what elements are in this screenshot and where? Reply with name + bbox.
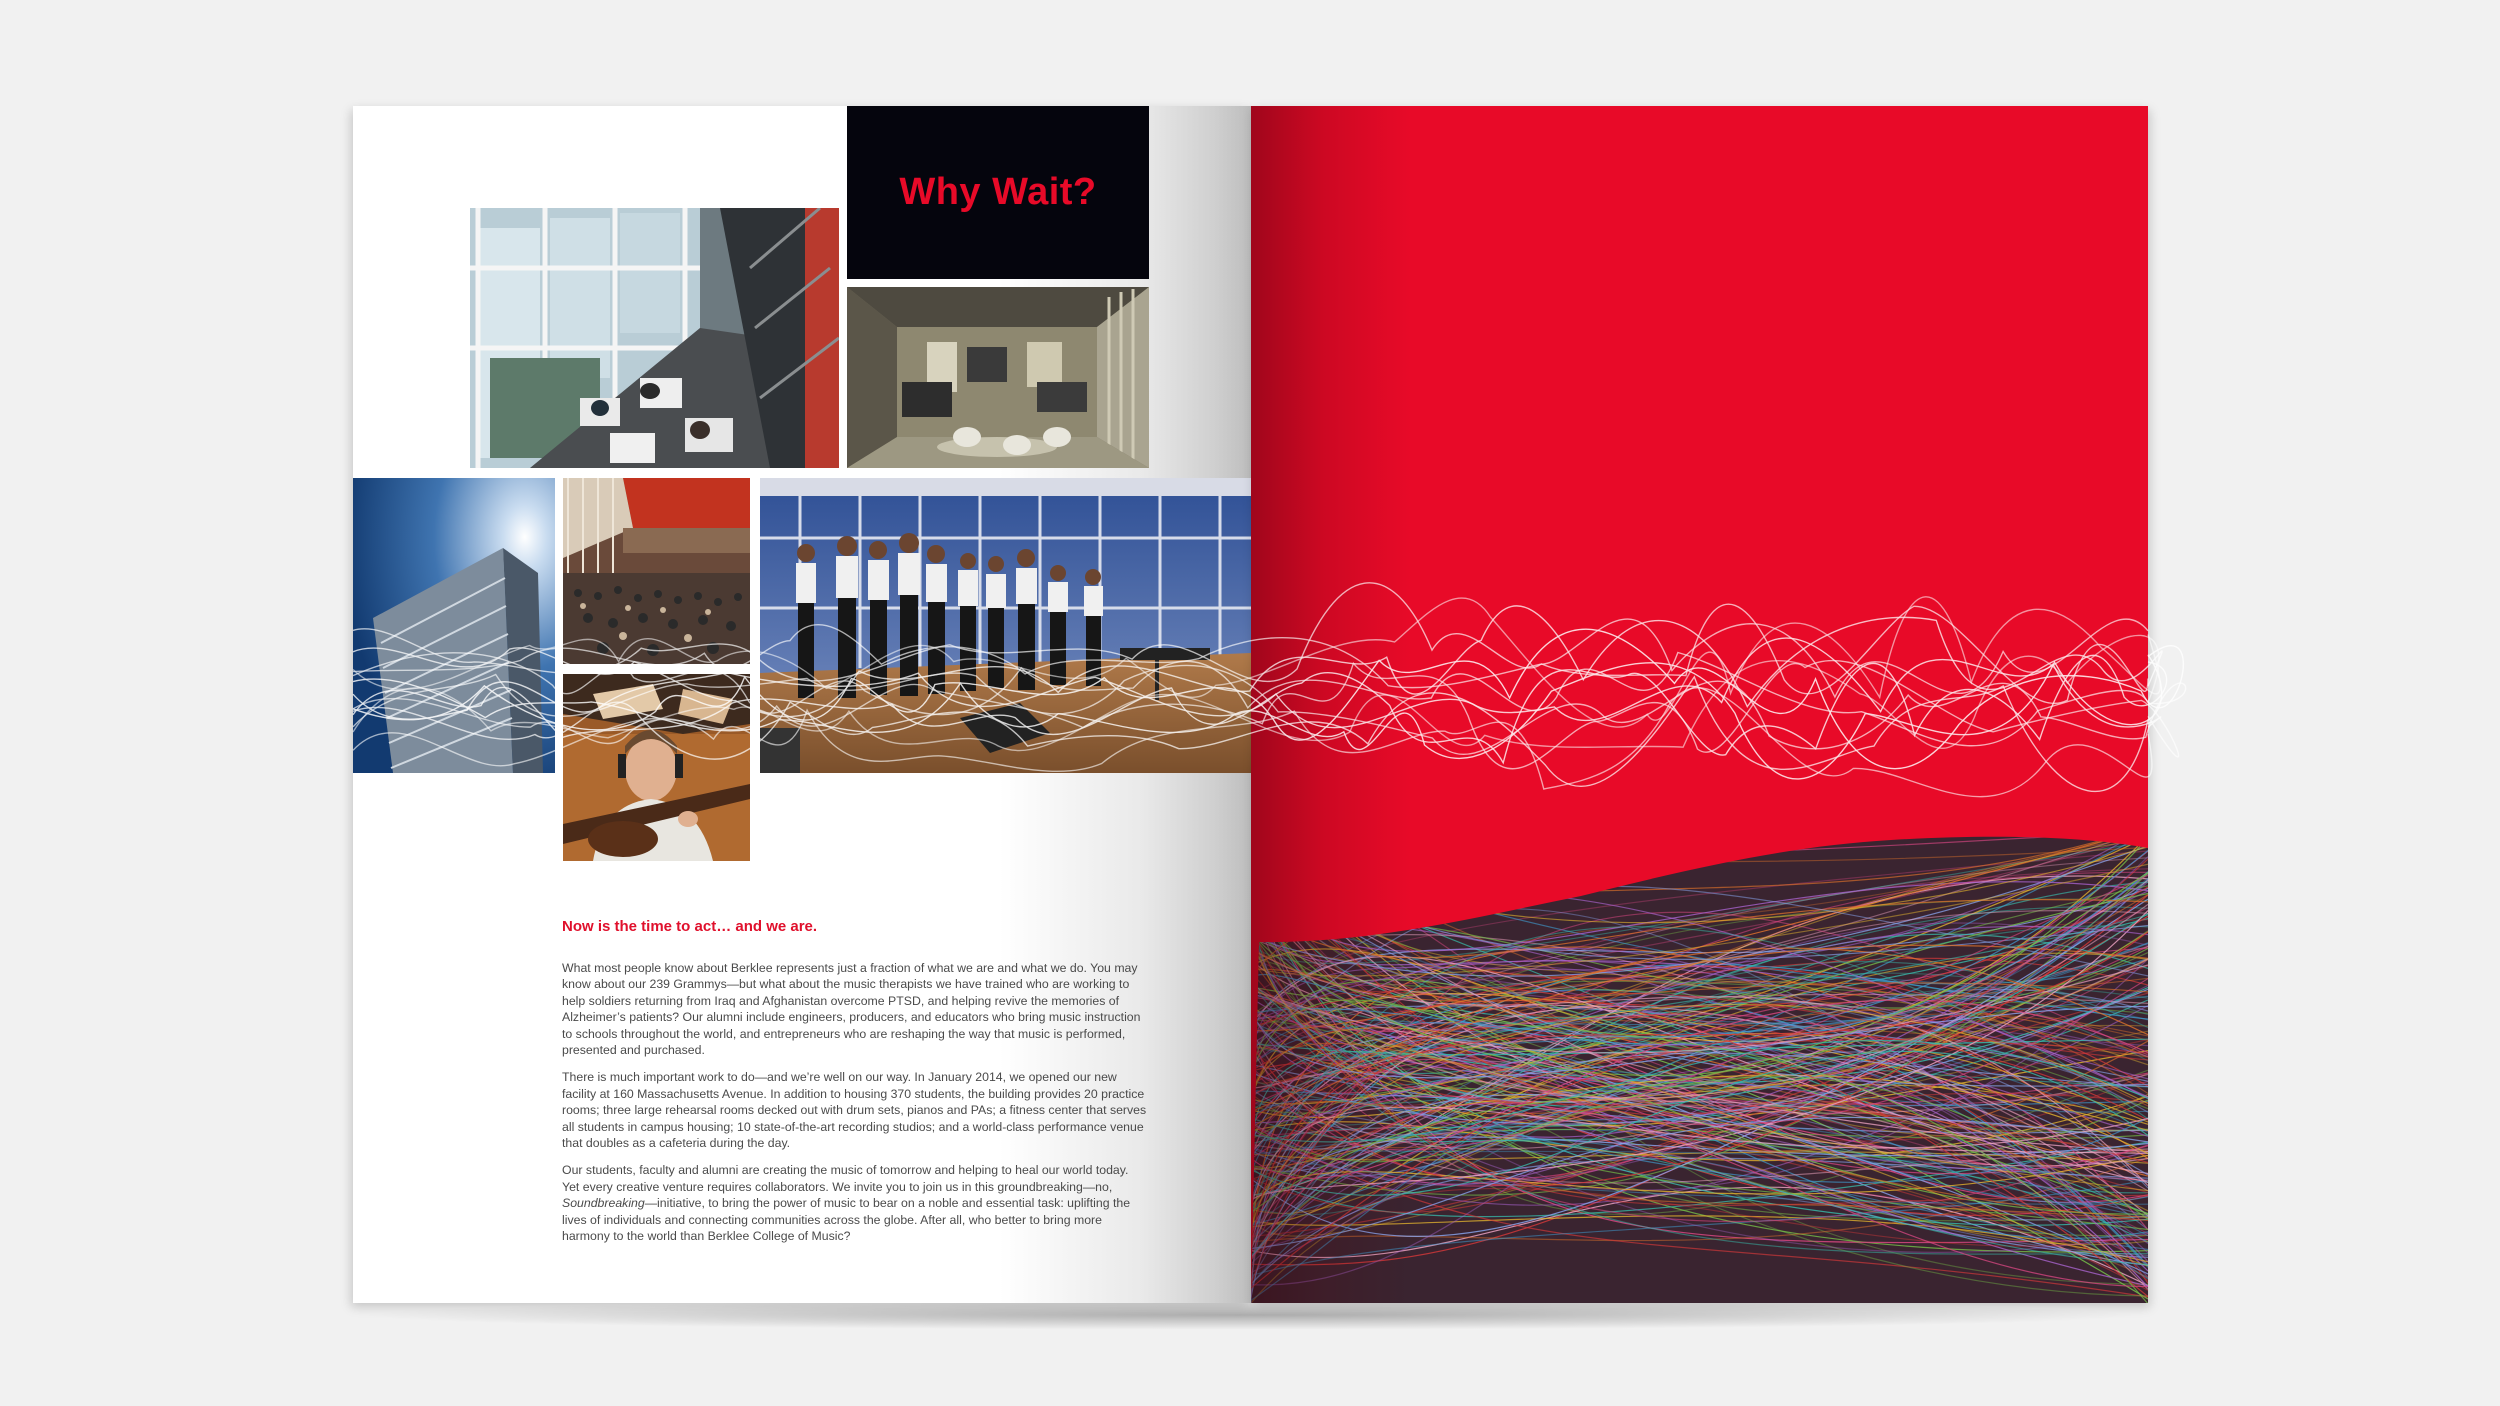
paragraph-3-after: —initiative, to bring the power of music to bear on a noble and essential task: uplifting the lives of individuals and connecting communities across the globe. After all, who better to bring more harmony to the world than Berklee College of Music?	[562, 1196, 1131, 1244]
vocal-ensemble-stage-photo	[760, 478, 1251, 773]
paragraph-3	[562, 1162, 1147, 1244]
paragraph-2: There is much important work to do—and we’re well on our way. In January 2014, we opened our new facility at 160 Massachusetts Avenue. In addition to housing 370 students, the building provides 20 practice rooms; three large rehearsal rooms decked out with drum sets, pianos and PAs; a fitness center that serves all students in campus housing; 10 state-of-the-art recording studios; and a world-class performance venue that doubles as a cafeteria during the day.	[562, 1070, 1147, 1151]
bass-player-photo	[563, 674, 750, 861]
paragraph-1: What most people know about Berklee represents just a fraction of what we are and what we do. You may know about our 239 Grammys—but what about the music therapists we have trained who are working to help soldiers returning from Iraq and Afghanistan overcome PTSD, and helping revive the memories of Alzheimer’s patients? Our alumni include engineers, producers, and educators who bring music instruction to schools throughout the world, and entrepreneurs who are reshaping the way that music is performed, presented and purchased.	[562, 961, 1141, 1058]
student-lounge-photo	[470, 208, 839, 468]
body-copy	[562, 918, 1147, 1256]
paragraph-3-before: Our students, faculty and alumni are creating the music of tomorrow and helping to heal our world today. Yet every creative venture requires collaborators. We invite you to join us in this groundbreaking—no,	[562, 1163, 1129, 1194]
spread-shadow	[352, 1300, 2148, 1330]
colored-string-lines-graphic	[1251, 106, 2148, 1303]
title-box	[847, 106, 1149, 279]
page-title: Why Wait?	[899, 171, 1097, 213]
building-exterior-photo	[353, 478, 555, 773]
right-page	[1251, 106, 2148, 1303]
headline: Now is the time to act… and we are.	[562, 918, 818, 935]
cafeteria-venue-photo	[563, 478, 750, 664]
recording-studio-photo	[847, 287, 1149, 468]
paragraph-3-emphasis: Soundbreaking	[562, 1196, 645, 1211]
